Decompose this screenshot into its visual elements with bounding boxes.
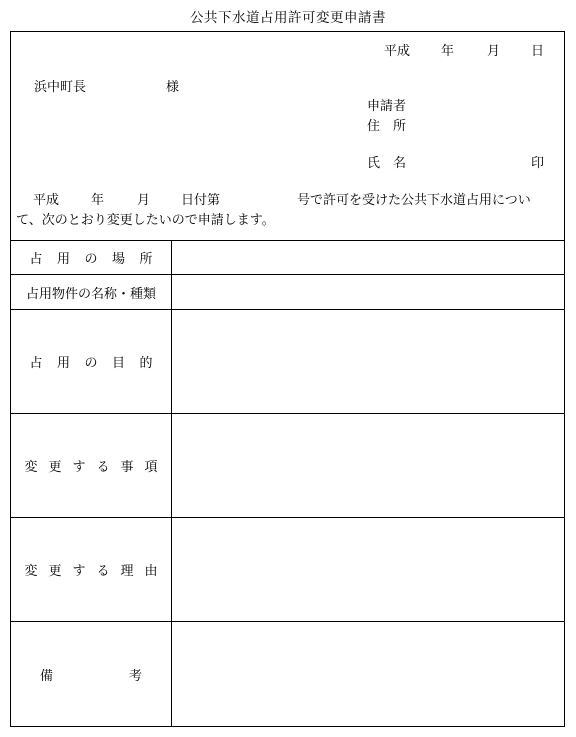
date-day-label: 日 xyxy=(531,44,545,59)
statement-line2: て、次のとおり変更したいので申請します。 xyxy=(16,213,275,228)
application-form xyxy=(10,31,565,727)
row-label-change-reason: 変更する理由 xyxy=(24,564,169,579)
date-month-label: 月 xyxy=(487,44,501,59)
location-field[interactable] xyxy=(172,241,564,274)
addressee-name: 浜中町長 xyxy=(34,80,87,95)
date-era: 平成 xyxy=(384,44,411,59)
applicant-address-label: 住 所 xyxy=(367,119,407,134)
statement-era: 平成 xyxy=(33,193,60,208)
row-label-location: 占用の場所 xyxy=(29,252,167,267)
addressee-honorific: 様 xyxy=(166,80,180,95)
item-name-field[interactable] xyxy=(172,275,564,309)
seal-mark: 印 xyxy=(531,156,545,171)
remarks-field[interactable] xyxy=(172,622,564,727)
row-label-change-items: 変更する事項 xyxy=(24,460,169,475)
statement-line1-rest: 号で許可を受けた公共下水道占用につい xyxy=(297,193,531,208)
applicant-label: 申請者 xyxy=(367,99,407,114)
change-reason-field[interactable] xyxy=(172,518,564,621)
change-items-field[interactable] xyxy=(172,414,564,517)
statement-month: 月 xyxy=(137,193,151,208)
statement-day-ref: 日付第 xyxy=(181,193,221,208)
purpose-field[interactable] xyxy=(172,310,564,413)
statement-year: 年 xyxy=(91,193,105,208)
document-title: 公共下水道占用許可変更申請書 xyxy=(190,10,386,26)
applicant-name-label: 氏 名 xyxy=(367,156,407,171)
row-label-remarks: 備 考 xyxy=(39,669,143,684)
date-year-label: 年 xyxy=(441,44,455,59)
row-label-item-name: 占用物件の名称・種類 xyxy=(25,286,156,302)
row-label-purpose: 占用の目的 xyxy=(29,356,167,371)
